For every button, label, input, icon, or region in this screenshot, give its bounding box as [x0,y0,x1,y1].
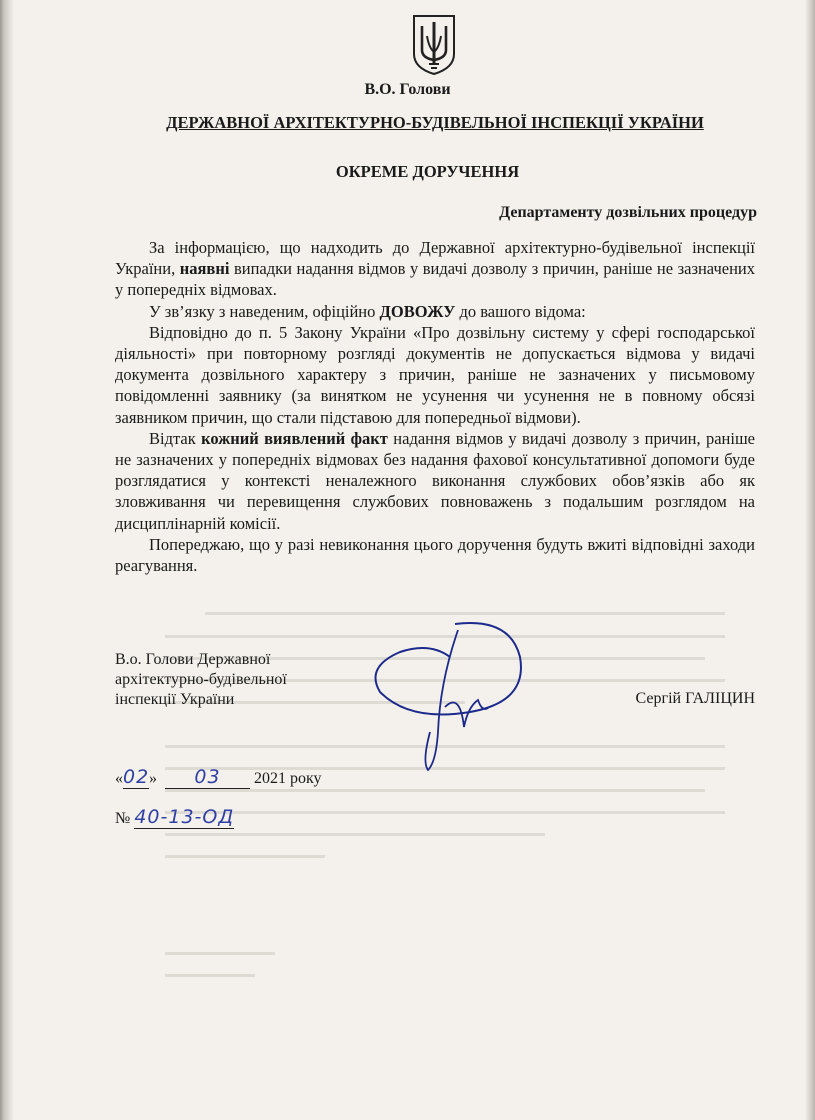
document-title: ОКРЕМЕ ДОРУЧЕННЯ [335,162,520,181]
paragraph-5: Попереджаю, що у разі невиконання цього доручення будуть вжиті відповідні заходи реагування. [115,534,755,576]
header-organization: ДЕРЖАВНОЇ АРХІТЕКТУРНО-БУДІВЕЛЬНОЇ ІНСПЕКЦІЇ УКРАЇНИ [166,113,704,132]
date-month: 03 [165,766,250,789]
paragraph-1: За інформацією, що надходить до Державної архітектурно-будівельної інспекції України, наявні випадки надання відмов у видачі дозволу з причин, раніше не зазначених у попередніх відмовах. [115,238,755,300]
document-body [115,237,755,576]
date-year: 2021 року [254,770,322,787]
paragraph-4: Відтак кожний виявлений факт надання відмов у видачі дозволу з причин, раніше не зазначених у попередніх відмовах без надання фахової консультативної допомоги буде розглядатися у контексті неналежного виконання службових обов’язків або як зловживання чи перевищення службових повноважень з подальшим розглядом на дисциплінарній комісії. [115,428,756,533]
scan-edge-left [0,0,14,1120]
paragraph-2: У зв’язку з наведеним, офіційно ДОВОЖУ до вашого відома: [149,301,586,321]
document-number-value: 40-13-ОД [134,806,235,828]
handwritten-signature [360,612,530,777]
document-number: № 40-13-ОД [115,806,235,828]
document-date: «02» 03 2021 року [115,766,322,788]
signatory-name: Сергій ГАЛІЦИН [635,690,755,707]
addressee: Департаменту дозвільних процедур [499,204,757,221]
header-position: В.О. Голови [364,81,451,98]
date-day: 02 [123,766,150,788]
ukraine-coat-of-arms-icon [411,14,457,76]
paragraph-3: Відповідно до п. 5 Закону України «Про дозвільну систему у сфері господарської діяльності» при повторному розгляді документів не допускається відмова у видачі документа дозвільного характеру з причин, раніше не зазначених у письмовому повідомленні заявнику (за винятком не усунення чи усунення не в повному обсязі заявником причин, що стали підставою для попередньої відмови). [115,322,755,427]
signatory-position: В.о. Голови Державної архітектурно-будівельної інспекції України [115,651,287,708]
